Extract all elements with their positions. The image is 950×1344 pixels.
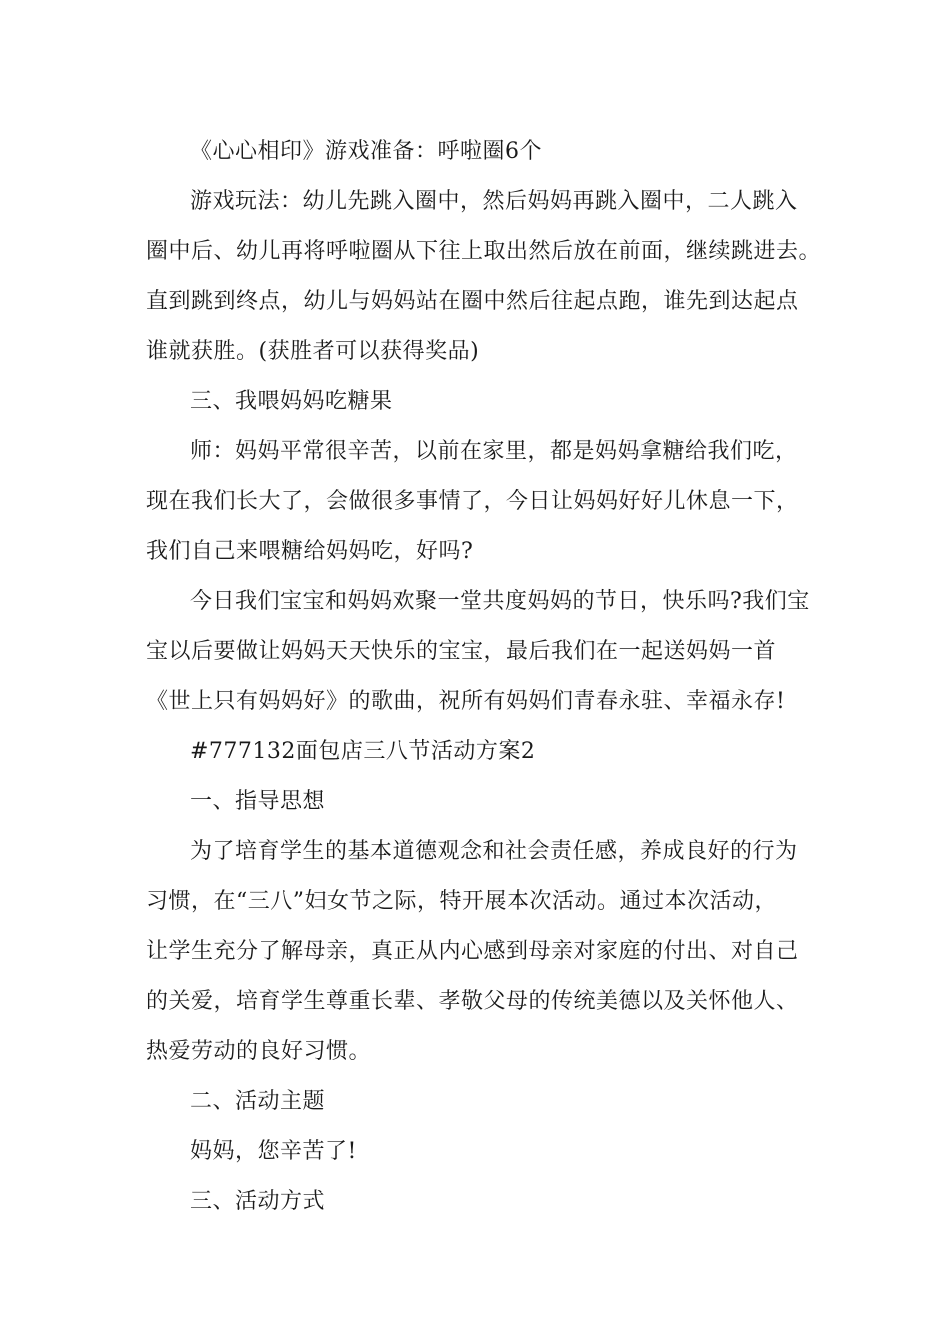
text-line: 师：妈妈平常很辛苦，以前在家里，都是妈妈拿糖给我们吃， [190,439,798,464]
text-line: 今日我们宝宝和妈妈欢聚一堂共度妈妈的节日，快乐吗?我们宝 [190,589,810,614]
text-line: 的关爱，培育学生尊重长辈、孝敬父母的传统美德以及关怀他人、 [146,989,799,1014]
text-line: 直到跳到终点，幼儿与妈妈站在圈中然后往起点跑，谁先到达起点 [146,289,799,314]
text-line: 热爱劳动的良好习惯。 [146,1039,372,1064]
text-line: 为了培育学生的基本道德观念和社会责任感，养成良好的行为 [190,839,798,864]
section-heading: 三、活动方式 [190,1189,326,1214]
text-line: 习惯，在“三八”妇女节之际，特开展本次活动。通过本次活动， [146,889,777,914]
text-line: 《世上只有妈妈好》的歌曲，祝所有妈妈们青春永驻、幸福永存! [146,689,786,714]
text-line: 《心心相印》游戏准备：呼啦圈6个 [190,139,542,164]
text-line: 妈妈，您辛苦了! [190,1139,357,1164]
document-title: #777132面包店三八节活动方案2 [190,739,536,764]
text-line: 宝以后要做让妈妈天天快乐的宝宝，最后我们在一起送妈妈一首 [146,639,777,664]
text-line: 让学生充分了解母亲，真正从内心感到母亲对家庭的付出、对自己 [146,939,799,964]
text-line: 游戏玩法：幼儿先跳入圈中，然后妈妈再跳入圈中，二人跳入 [190,189,798,214]
text-line: 我们自己来喂糖给妈妈吃，好吗? [146,539,474,564]
section-heading: 三、我喂妈妈吃糖果 [190,389,393,414]
text-line: 现在我们长大了，会做很多事情了，今日让妈妈好好儿休息一下， [146,489,799,514]
text-line: 圈中后、幼儿再将呼啦圈从下往上取出然后放在前面，继续跳进去。 [146,239,822,264]
text-line: 谁就获胜。(获胜者可以获得奖品) [146,339,480,364]
section-heading: 一、指导思想 [190,789,326,814]
section-heading: 二、活动主题 [190,1089,326,1114]
